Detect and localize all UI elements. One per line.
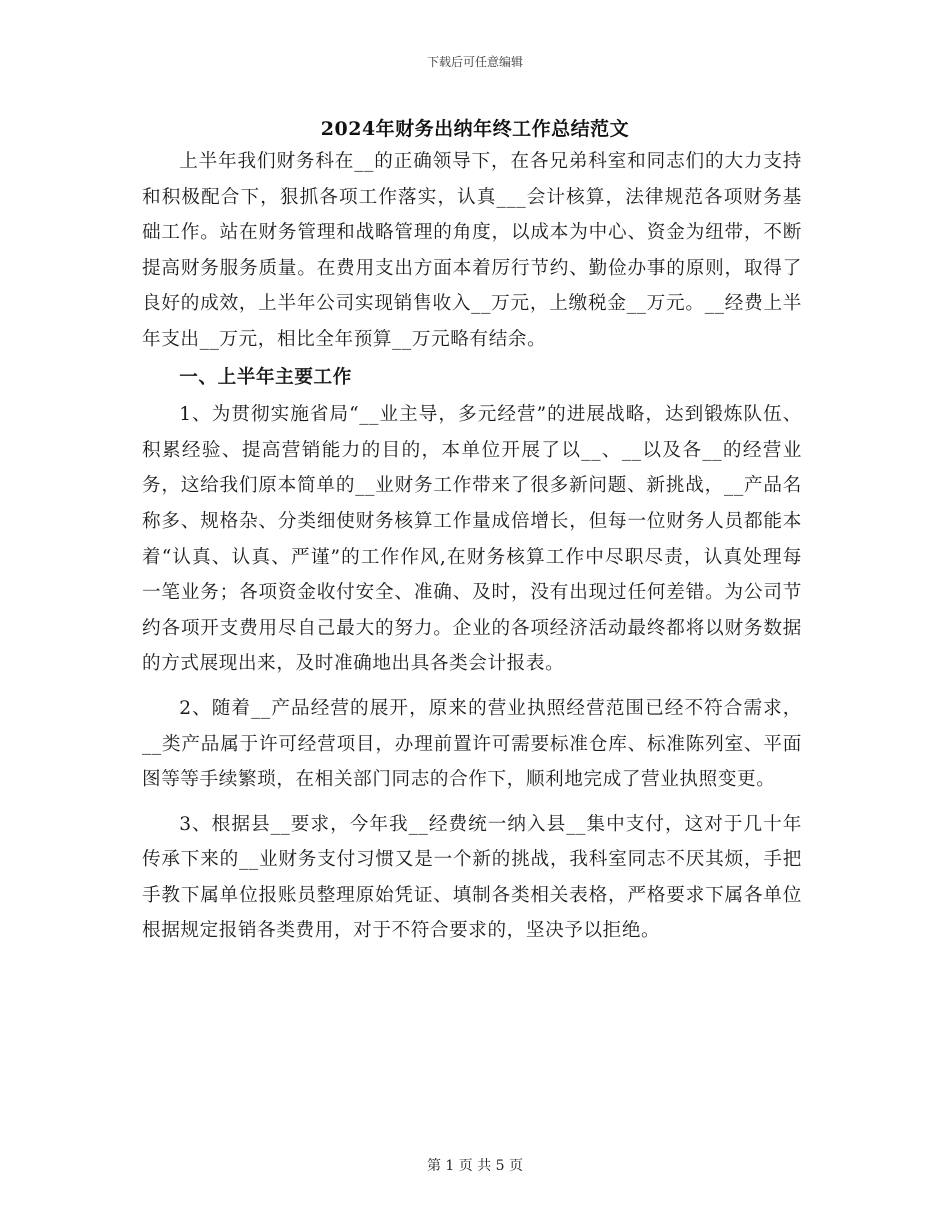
section-heading: 一、上半年主要工作 bbox=[179, 366, 352, 388]
document-title: 2024年财务出纳年终工作总结范文 bbox=[320, 118, 630, 140]
page-footer: 第 1 页 共 5 页 bbox=[426, 1158, 524, 1174]
paragraph-item-1: 1、为贯彻实施省局“__业主导，多元经营”的进展战略，达到锻炼队伍、积累经验、提高营销能力的目的，本单位开展了以__、__以及各__的经营业务，这给我们原本简单的__业财务工作带来了很多新问题、新挑战，__产品名称多、规格杂、分类细使财务核算工作量成倍增长，但每一位财务人员都能本着“认真、认真、严谨”的工作作风,在财务核算工作中尽职尽责，认真处理每一笔业务；各项资金收付安全、准确、及时，没有出现过任何差错。为公司节约各项开支费用尽自己最大的努力。企业的各项经济活动最终都将以财务数据的方式展现出来，及时准确地出具各类会计报表。 bbox=[142, 404, 802, 675]
document-body bbox=[142, 144, 802, 949]
intro-paragraph: 上半年我们财务科在__的正确领导下，在各兄弟科室和同志们的大力支持和积极配合下，狠抓各项工作落实，认真___会计核算，法律规范各项财务基础工作。站在财务管理和战略管理的角度，以成本为中心、资金为纽带，不断提高财务服务质量。在费用支出方面本着厉行节约、勤俭办事的原则，取得了良好的成效，上半年公司实现销售收入__万元，上缴税金__万元。__经费上半年支出__万元，相比全年预算__万元略有结余。 bbox=[142, 151, 802, 350]
paragraph-item-3: 3、根据县__要求，今年我__经费统一纳入县__集中支付，这对于几十年传承下来的__业财务支付习惯又是一个新的挑战，我科室同志不厌其烦，手把手教下属单位报账员整理原始凭证、填制各类相关表格，严格要求下属各单位根据规定报销各类费用，对于不符合要求的，坚决予以拒绝。 bbox=[142, 813, 802, 942]
paragraph-item-2: 2、随着__产品经营的展开，原来的营业执照经营范围已经不符合需求，__类产品属于许可经营项目，办理前置许可需要标准仓库、标准陈列室、平面图等等手续繁琐，在相关部门同志的合作下，顺利地完成了营业执照变更。 bbox=[142, 697, 802, 791]
header-note: 下载后可任意编辑 bbox=[426, 55, 523, 69]
